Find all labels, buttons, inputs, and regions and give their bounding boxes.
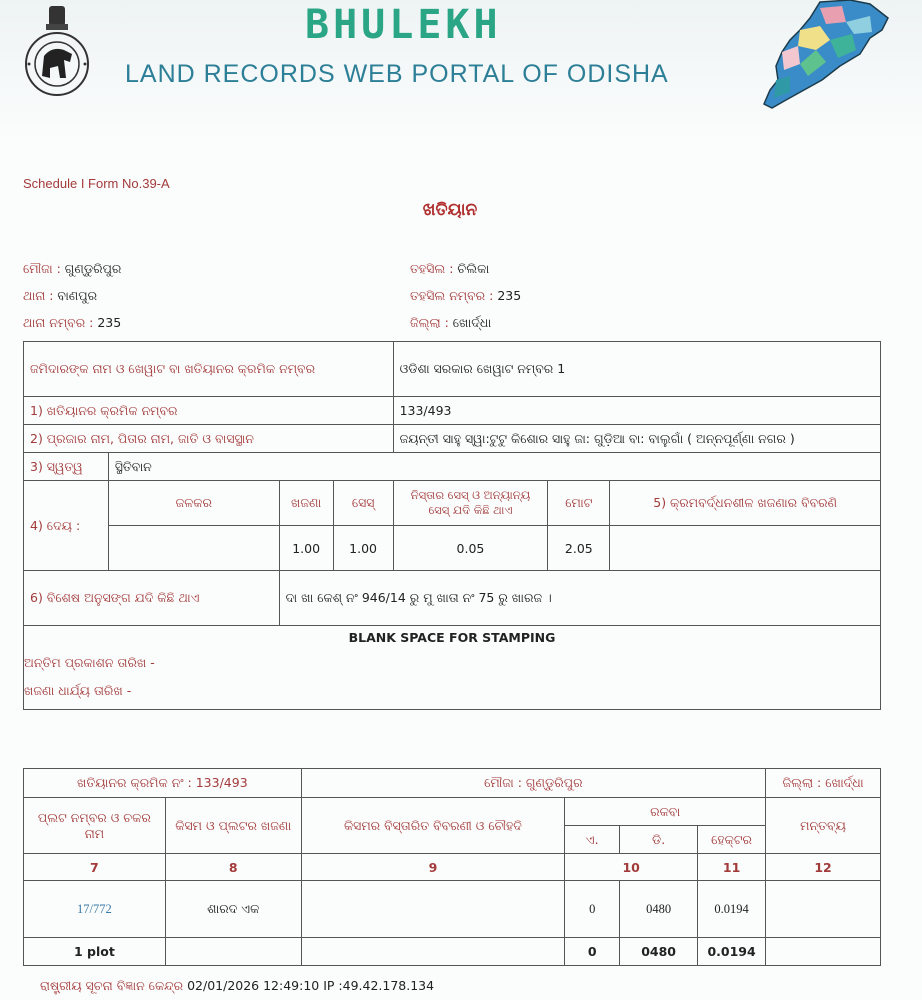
landlord-row [24, 342, 881, 397]
tahasil-number-label: ତହସିଲ ନମ୍ବର : [410, 288, 494, 303]
landlord-label: ଜମିଦାରଙ୍କ ନାମ ଓ ଖେୱାଟ ବା ଖତିୟାନର କ୍ରମିକ ନମ୍ବର [24, 342, 394, 397]
serial-label: 1) ଖତିୟାନର କ୍ରମିକ ନମ୍ବର [24, 397, 394, 425]
dues-header-row [24, 481, 881, 526]
col-number-7: 7 [24, 854, 166, 881]
dues-rent: 1.00 [279, 526, 333, 571]
tahasil-field [410, 261, 489, 277]
plot-table-title-row [24, 769, 881, 798]
col-number-10: 10 [565, 854, 698, 881]
district-label: ଜିଲ୍ଲା : [410, 315, 449, 330]
odisha-emblem-icon [22, 4, 92, 100]
dues-header-cess: ସେସ୍ [333, 481, 393, 526]
col-number-8: 8 [165, 854, 301, 881]
thana-number-value: 235 [97, 315, 122, 330]
table-row [24, 881, 881, 938]
stamp-title: BLANK SPACE FOR STAMPING [348, 630, 556, 645]
right-value: ସ୍ଥିତିବାନ [108, 453, 880, 481]
tenant-value: ଜୟନ୍ତୀ ସାହୁ ସ୍ୱା:ଟୁଟୁ କିଶୋର ସାହୁ ଜା: ଗୁଡ଼ିଆ ବା: ବାଲୁଗାଁ ( ଅନ୍ନପୂର୍ଣ୍ଣା ନଗର ) [393, 425, 880, 453]
dues-header-total: ମୋଟ [548, 481, 610, 526]
col-hectare-header: ହେକ୍ଟର [698, 826, 766, 854]
dues-progressive-rent [610, 526, 881, 571]
serial-row [24, 397, 881, 425]
plot-decimal: 0480 [620, 881, 698, 938]
district-field [410, 315, 491, 331]
col-plot-header: ପ୍ଲଟ ନମ୍ବର ଓ ଚକର ନାମ [24, 798, 166, 854]
dues-water-tax [108, 526, 279, 571]
dues-value-row [24, 526, 881, 571]
dues-total: 2.05 [548, 526, 610, 571]
portal-banner [0, 0, 922, 140]
col-area-header: ରକବା [565, 798, 766, 826]
total-empty-detail [301, 938, 565, 966]
serial-value: 133/493 [393, 397, 880, 425]
footer-stamp [40, 978, 434, 994]
total-decimal: 0480 [620, 938, 698, 966]
col-number-11: 11 [698, 854, 766, 881]
total-acre: 0 [565, 938, 620, 966]
page-title: ଖତିୟାନ [422, 200, 478, 220]
plot-acre: 0 [565, 881, 620, 938]
dues-header-rent: ଖଜଣା [279, 481, 333, 526]
district-value: ଖୋର୍ଦ୍ଧା [452, 315, 492, 330]
total-hectare: 0.0194 [698, 938, 766, 966]
right-label: 3) ସ୍ୱତ୍ୱ [24, 453, 109, 481]
col-number-9: 9 [301, 854, 565, 881]
landlord-value: ଓଡିଶା ସରକାର ଖେୱାଟ ନମ୍ବର 1 [393, 342, 880, 397]
thana-number-field [23, 315, 121, 331]
brand-logo [305, 2, 502, 48]
dues-other-cess: 0.05 [393, 526, 548, 571]
dues-header-progressive-rent: 5) କ୍ରମବର୍ଦ୍ଧନଶୀଳ ଖଜଣାର ବିବରଣି [610, 481, 881, 526]
special-value: ଦା ଖା କେଶ୍ ନଂ 946/14 ରୁ ମୁ ଖାତା ନଂ 75 ରୁ ଖାରଜ । [279, 571, 880, 626]
mouza-value: ଗୁଣ୍ଡୁରିପୁର [64, 261, 122, 276]
plot-district-header: ଜିଲ୍ଲା : ଖୋର୍ଦ୍ଧା [766, 769, 881, 798]
dues-header-water-tax: ଜଳକର [108, 481, 279, 526]
tahasil-value: ଚିଲିକା [457, 261, 490, 276]
col-kisam-header: କିସମ ଓ ପ୍ଲଟର ଖଜଣା [165, 798, 301, 854]
plot-detail [301, 881, 565, 938]
tahasil-number-field [410, 288, 521, 304]
col-number-12: 12 [766, 854, 881, 881]
khatiyan-table [23, 341, 881, 710]
col-acre-header: ଏ. [565, 826, 620, 854]
dues-header-other-cess: ନିସ୍ତାର ସେସ୍ ଓ ଅନ୍ୟାନ୍ୟ ସେସ୍ ଯଦି କିଛି ଥାଏ [393, 481, 548, 526]
last-publish-date-label: ଅନ୍ତିମ ପ୍ରକାଶନ ତାରିଖ - [24, 655, 155, 670]
plot-kisam: ଶାରଦ ଏକ [165, 881, 301, 938]
tahasil-label: ତହସିଲ : [410, 261, 454, 276]
right-row [24, 453, 881, 481]
col-remarks-header: ମନ୍ତବ୍ୟ [766, 798, 881, 854]
stamp-cell [24, 626, 881, 710]
portal-tagline: LAND RECORDS WEB PORTAL OF ODISHA [125, 60, 669, 88]
tenant-row [24, 425, 881, 453]
special-label: 6) ବିଶେଷ ଅନୁସଙ୍ଗ ଯଦି କିଛି ଥାଏ [24, 571, 280, 626]
mouza-field [23, 261, 121, 277]
thana-number-label: ଥାନା ନମ୍ବର : [23, 315, 94, 330]
dues-cess: 1.00 [333, 526, 393, 571]
plot-table [23, 768, 881, 966]
tenant-label: 2) ପ୍ରଜାର ନାମ, ପିତାର ନାମ, ଜାତି ଓ ବାସସ୍ଥାନ [24, 425, 394, 453]
plot-number-link[interactable]: 17/772 [24, 881, 166, 938]
footer-label: ରାଷ୍ଟ୍ରୀୟ ସୂଚନା ବିଜ୍ଞାନ କେନ୍ଦ୍ର [40, 978, 184, 993]
dues-label: 4) ଦେୟ : [24, 481, 109, 571]
tahasil-number-value: 235 [497, 288, 522, 303]
col-decimal-header: ଡି. [620, 826, 698, 854]
total-plots: 1 plot [24, 938, 166, 966]
brand-text: BHULEKH [305, 2, 502, 48]
plot-serial-header: ଖତିୟାନର କ୍ରମିକ ନଂ : 133/493 [24, 769, 302, 798]
column-number-row [24, 854, 881, 881]
mouza-label: ମୌଜା : [23, 261, 61, 276]
thana-label: ଥାନା : [23, 288, 54, 303]
special-row [24, 571, 881, 626]
plot-remarks [766, 881, 881, 938]
total-empty-remarks [766, 938, 881, 966]
thana-value: ବାଣପୁର [57, 288, 98, 303]
plot-mouza-header: ମୌଜା : ଗୁଣ୍ଡୁରିପୁର [301, 769, 765, 798]
thana-field [23, 288, 97, 304]
total-empty-kisam [165, 938, 301, 966]
rent-fix-date-label: ଖଜଣା ଧାର୍ଯ୍ୟ ତାରିଖ - [24, 683, 132, 698]
plot-header-row [24, 798, 881, 826]
plot-hectare: 0.0194 [698, 881, 766, 938]
odisha-map-icon [760, 0, 895, 112]
footer-timestamp-ip: 02/01/2026 12:49:10 IP :49.42.178.134 [187, 978, 435, 993]
col-detail-header: କିସମର ବିସ୍ତାରିତ ବିବରଣୀ ଓ ଚୌହଦି [301, 798, 565, 854]
stamp-row [24, 626, 881, 710]
total-row [24, 938, 881, 966]
form-number: Schedule I Form No.39-A [23, 176, 170, 191]
